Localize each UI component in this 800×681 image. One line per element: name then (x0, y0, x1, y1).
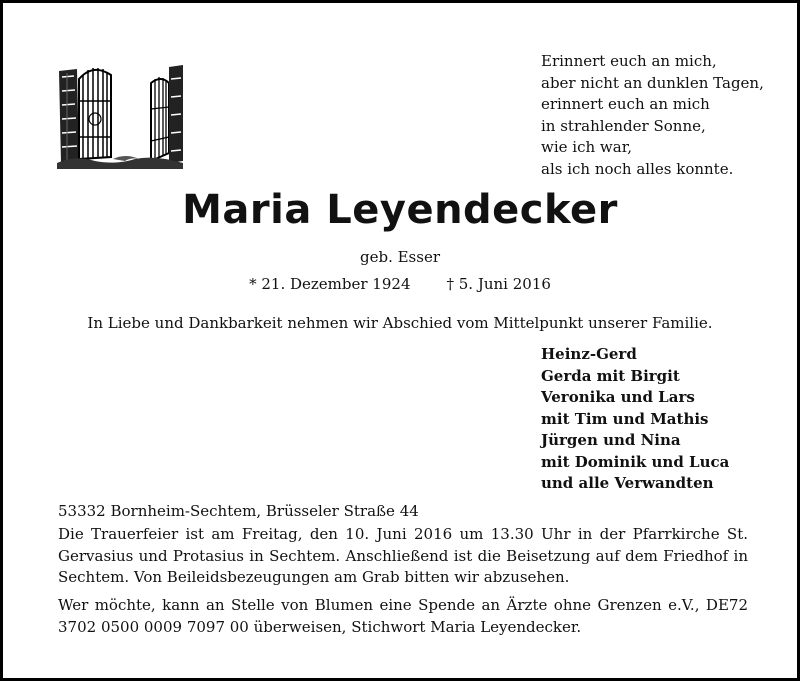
poem-line: wie ich war, (541, 138, 632, 156)
family-member: und alle Verwandten (541, 474, 714, 492)
death-date: † 5. Juni 2016 (446, 275, 551, 293)
service-paragraph: Die Trauerfeier ist am Freitag, den 10. Juni 2016 um 13.30 Uhr in der Pfarrkirche St. Gervasius und Protasius in Sechtem. Anschließend ist die Beisetzung auf dem Friedhof in Sechtem. Von Beileidsbezeugungen am Grab bitten wir abzusehen. (58, 525, 748, 586)
life-dates (3, 275, 797, 293)
poem-line: erinnert euch an mich (541, 95, 710, 113)
family-member: Heinz-Gerd (541, 345, 637, 363)
donation-paragraph: Wer möchte, kann an Stelle von Blumen eine Spende an Ärzte ohne Grenzen e.V., DE72 3702 0500 0009 7097 00 überweisen, Stichwort Maria Leyendecker. (58, 596, 748, 636)
tribute-text: In Liebe und Dankbarkeit nehmen wir Abschied vom Mittelpunkt unserer Familie. (87, 314, 713, 332)
birth-date: * 21. Dezember 1924 (249, 275, 411, 293)
poem (541, 51, 764, 180)
family-member: Veronika und Lars (541, 388, 695, 406)
poem-line: Erinnert euch an mich, (541, 52, 717, 70)
poem-line: in strahlender Sonne, (541, 116, 706, 135)
family-member: mit Dominik und Luca (541, 452, 730, 471)
address: 53332 Bornheim-Sechtem, Brüsseler Straße 44 (58, 502, 419, 520)
family-member: Jürgen und Nina (541, 431, 681, 449)
family-member: Gerda mit Birgit (541, 366, 680, 385)
open-gate-icon (55, 57, 185, 169)
maiden-name: geb. Esser (359, 248, 440, 266)
deceased-name: Maria Leyendecker (182, 187, 618, 233)
family-member: mit Tim und Mathis (541, 409, 709, 428)
poem-line: aber nicht an dunklen Tagen, (541, 73, 764, 92)
family-list (541, 344, 729, 495)
poem-line: als ich noch alles konnte. (541, 159, 734, 178)
